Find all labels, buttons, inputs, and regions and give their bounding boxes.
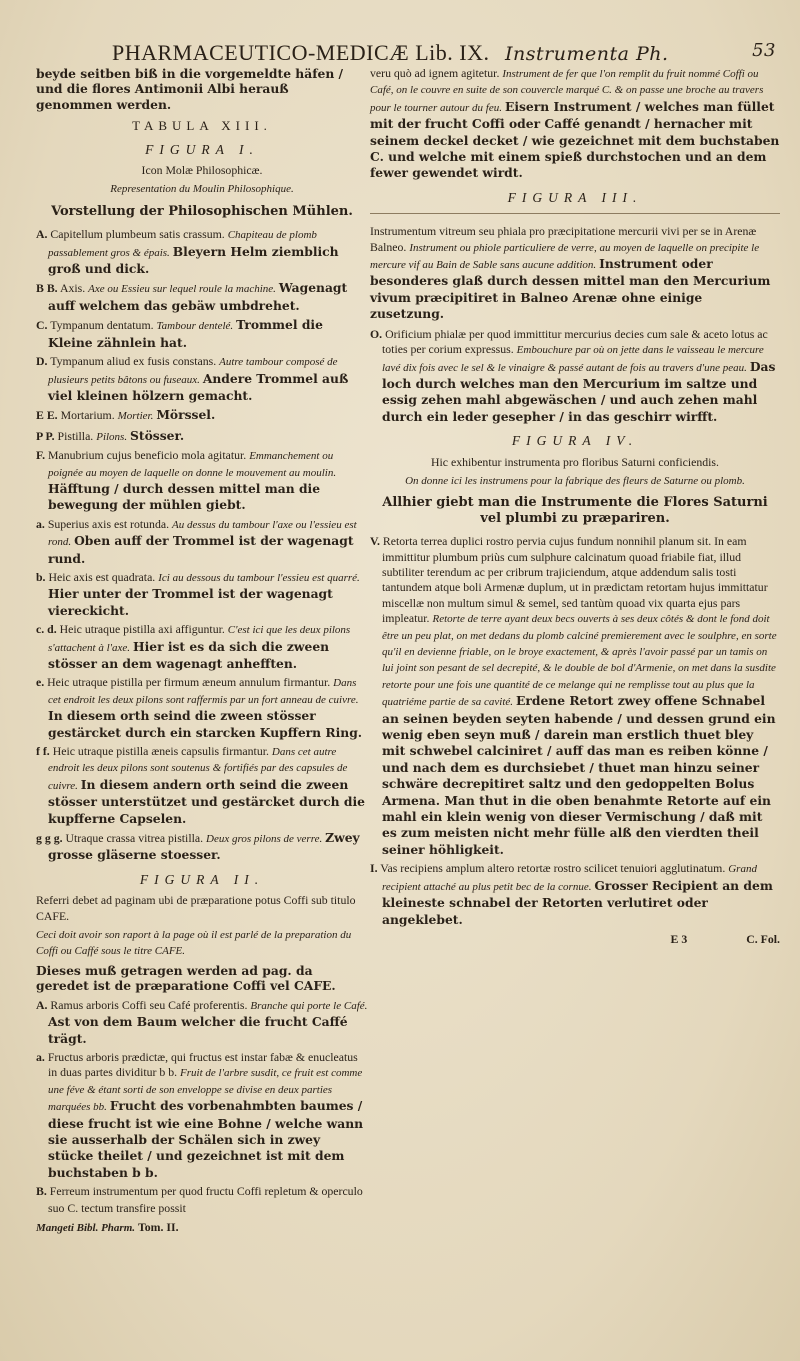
legend-french: Embouchure par où on jette dans le vaisseau le mercure lavé dix fois avec le sel & le vinaigre & passé autant de fois au travers d'une peau.	[382, 344, 764, 374]
legend-french: Chapiteau de plomb passablement gros & épais.	[48, 229, 317, 259]
legend-entry	[36, 428, 368, 445]
figura-4-french-title: On donne ici les instrumens pour la fabrique des fleurs de Saturne ou plomb.	[405, 474, 745, 487]
figura-3-legend	[370, 327, 780, 425]
divider-line	[370, 213, 780, 214]
legend-entry	[36, 317, 368, 351]
legend-german: Erdene Retort zwey offene Schnabel an seinen beyden seyten habende / und dessen grund ein wenig eben seyn muß / darein man erstlich thuet bley mit schwebel calciniret / auff das man es reiben könne / und nach dem es durchsiebet / thuet man hinzu seiner schwäre decrepitiret saltz und den gedoppelten Bolus Armena. Man thut in die oben benahmte Retorte auf ein mahl ein klein wenig von dieser Vermischung / daß mit es zum meisten nicht mehr fülle alß den vierdten theil seiner höhligkeit.	[382, 693, 776, 857]
legend-entry	[370, 861, 780, 928]
legend-latin: Superius axis est rotunda.	[47, 516, 170, 531]
legend-french: Fruit de l'arbre susdit, ce fruit est comme une féve & étant sorti de son enveloppe se divise en deux parties marquées bb.	[48, 1067, 363, 1114]
figura-4-legend	[370, 534, 780, 928]
legend-entry	[36, 570, 368, 619]
running-head-subtitle: Instrumenta Ph.	[505, 43, 669, 65]
legend-key: C.	[36, 318, 48, 333]
legend-german: Zwey grosse gläserne stoesser.	[48, 830, 360, 863]
legend-key: P P.	[36, 428, 55, 443]
running-head-title: PHARMACEUTICO-MEDICÆ Lib. IX.	[112, 40, 490, 65]
legend-french: Branche qui porte le Café.	[250, 999, 368, 1012]
intro-text: beyde seitben biß in die vorgemeldte häfen / und die flores Antimonii Albi herauß genommen werden.	[36, 66, 344, 112]
legend-latin: Heic utraque pistilla æneis capsulis firmantur.	[52, 744, 269, 759]
legend-latin: Mortarium.	[60, 408, 115, 423]
figura-2-german-note: Dieses muß getragen werden ad pag. da geredet ist de præparatione Coffi vel CAFE.	[36, 962, 336, 994]
legend-latin: Axis.	[59, 281, 86, 296]
legend-latin: Fructus arboris prædictæ, qui fructus est instar fabæ & enucleatus in duas partes dividitur b b.	[47, 1049, 358, 1080]
catchword: C. Fol.	[746, 931, 780, 946]
legend-latin: Heic utraque pistilla axi affiguntur.	[59, 622, 225, 637]
legend-german: Andere Trommel auß viel kleinen hölzern gemacht.	[48, 370, 349, 403]
legend-french: Retorte de terre ayant deux becs ouverts à ses deux côtés & dont le fond doit être un peu plat, on met dedans du plomb calciné premierement avec le soulphre, en sorte qu'il en devienne friable, on le broye exactement, & après l'avoir passé par un tamis on lui joint son pesant de sel decrepité, & le double de bol d'Armenie, on met dans la susdite retorte pour une fois une quantité de ce melange qui ne remplisse tout au plus que la quatriéme partie de sa cavité.	[382, 613, 777, 709]
footer-volume: Tom. II.	[137, 1220, 179, 1234]
left-column	[36, 66, 368, 1240]
legend-german: Frucht des vorbenahmbten baumes / diese frucht ist wie eine Bohne / welche wann sie ausserhalb der Schälen sich in zwey stücke theilet / und gezeichnet ist mit dem buchstaben b b.	[48, 1098, 364, 1180]
figura-1-german-title: Vorstellung der Philosophischen Mühlen.	[51, 203, 353, 219]
legend-key: a.	[36, 1049, 45, 1064]
legend-entry	[36, 675, 368, 741]
figura-4-german-title: Allhier giebt man die Instrumente die Flores Saturni vel plumbi zu præpariren.	[382, 495, 768, 526]
legend-german: Hier ist es da sich die zween stösser an dem wagenagt anhefften.	[48, 638, 330, 671]
legend-entry	[36, 227, 368, 277]
figura-3-latin: Instrumentum vitreum seu phiala pro præcipitatione mercurii vivi per se in Arenæ Balneo.	[370, 224, 757, 254]
footer-author: Mangeti Bibl. Pharm.	[36, 1222, 136, 1234]
legend-latin: Orificium phialæ per quod immittitur mercurius decies cum sale & aceto lotus ac toties per corium expressus.	[382, 326, 768, 357]
figura-2-french-note: Ceci doit avoir son raport à la page où il est parlé de la preparation du Coffi ou Caffé sous le titre CAFE.	[36, 929, 352, 957]
legend-entry	[36, 448, 368, 514]
legend-entry	[36, 407, 368, 424]
legend-key: B B.	[36, 281, 58, 296]
figura-1-legend	[36, 227, 368, 864]
legend-key: A.	[36, 227, 48, 242]
page-number: 53	[752, 40, 776, 61]
legend-entry	[36, 280, 368, 314]
catchword-line	[370, 932, 780, 947]
legend-german: In diesem orth seind die zween stösser gestärcket durch ein starcken Kupffern Ring.	[48, 708, 363, 740]
figura-3-heading: FIGURA III.	[507, 189, 643, 205]
legend-key: E E.	[36, 408, 58, 423]
legend-german: Wagenagt auff welchem das gebäw umbdrehet.	[48, 280, 348, 313]
legend-french: Dans cet endroit les deux pilons sont raffermis par un fort anneau de cuivre.	[48, 677, 359, 706]
legend-key: g g g.	[36, 831, 63, 846]
continued-french: Instrument de fer que l'on remplit du fruit nommé Coffi ou Café, on le couvre en suite de son couvercle marqué C. & on passe une broche au travers pour le tourner autour du feu.	[370, 68, 764, 114]
legend-entry	[36, 517, 368, 567]
legend-key: e.	[36, 675, 45, 690]
legend-german: Ast von dem Baum welcher die frucht Caffé trägt.	[48, 1014, 348, 1046]
figura-1-french-title: Representation du Moulin Philosophique.	[110, 183, 294, 196]
tabula-heading: TABULA XIII.	[132, 118, 272, 134]
legend-german: Oben auff der Trommel ist der wagenagt rund.	[48, 533, 354, 566]
legend-latin: Retorta terrea duplici rostro pervia cujus fundum nonnihil planum sit. In eam immittitur plumbum priùs cum sulphure calcinatum quoad friabile fiat, illud subtiliter terendum ac per cribrum trajiciendum, atque addendum salis tosti tantundem atque boli Armenæ duplum, ut in prædictam retortam hujus immittatur miscellæ non multum simul & semel, sed tantùm quoad vix quarta ejus pars impleatur.	[382, 534, 768, 626]
legend-latin: Manubrium cujus beneficio mola agitatur.	[48, 448, 247, 463]
legend-entry	[36, 354, 368, 404]
figura-3-intro	[370, 224, 780, 322]
legend-entry	[36, 1184, 368, 1217]
continued-german: Eisern Instrument / welches man füllet mit der frucht Coffi oder Caffé genandt / hernacher mit seinem deckel decket / wie gezeichnet mit dem buchstaben C. und welche mit einem spieß durchstochen und an dem fewer gewendet wirdt.	[370, 98, 780, 181]
legend-latin: Vas recipiens amplum altero retortæ rostro scilicet tenuiori agglutinatum.	[380, 861, 726, 876]
figura-2-heading: FIGURA II.	[139, 871, 265, 887]
legend-key: B.	[36, 1184, 47, 1199]
legend-key: O.	[370, 326, 383, 341]
legend-key: A.	[36, 997, 48, 1012]
legend-french: Deux gros pilons de verre.	[206, 833, 323, 846]
legend-french: Grand recipient attaché au plus petit bec de la cornue.	[382, 863, 757, 893]
legend-german: Stösser.	[130, 427, 185, 443]
legend-french: C'est ici que les deux pilons s'attachent à l'axe.	[48, 624, 351, 654]
legend-key: V.	[370, 534, 380, 549]
legend-german: Mörssel.	[156, 407, 216, 423]
figura-1-latin-title: Icon Molæ Philosophicæ.	[141, 163, 263, 178]
legend-entry	[36, 830, 368, 864]
figura-2-latin-note: Referri debet ad paginam ubi de præparatione potus Coffi sub titulo CAFE.	[36, 893, 356, 923]
figura-3-german: Instrument oder besonderes glaß durch dessen mittel man den Mercurium vivum præcipitiret in Balneo Arenæ ohne einige zusetzung.	[370, 256, 771, 322]
legend-german: Bleyern Helm ziemblich groß und dick.	[48, 243, 339, 277]
signature-mark: E 3	[670, 931, 688, 946]
legend-key: I.	[370, 861, 378, 876]
legend-french: Dans cet autre endroit les deux pilons sont soutenus & fortifiés par des capsules de cuivre.	[48, 746, 348, 792]
legend-entry	[36, 622, 368, 672]
legend-french: Emmanchement ou poignée au moyen de laquelle on donne le mouvement au moulin.	[48, 450, 337, 479]
legend-key: F.	[36, 448, 46, 463]
legend-german: Das loch durch welches man den Mercurium im saltze und essig zehen mahl abgewäschen / und auch zehen mahl durch ein leder gesepher / in das geschirr wirfft.	[382, 358, 776, 424]
legend-key: b.	[36, 569, 46, 584]
legend-key: c. d.	[36, 622, 57, 637]
legend-key: D.	[36, 354, 48, 369]
continued-latin: veru quò ad ignem agitetur.	[370, 66, 500, 80]
legend-german: Grosser Recipient an dem kleineste schnabel der Retorten verlutiret oder angeklebet.	[382, 877, 773, 927]
legend-french: Ici au dessous du tambour l'essieu est quarré.	[158, 571, 360, 584]
legend-french: Autre tambour composé de plusieurs petits bâtons ou fuseaux.	[48, 356, 338, 386]
legend-entry	[36, 744, 368, 827]
legend-french: Pilons.	[96, 430, 128, 443]
legend-key: f f.	[36, 744, 50, 759]
right-column	[370, 66, 780, 951]
legend-latin: Tympanum aliud ex fusis constans.	[50, 354, 217, 369]
legend-french: Au dessus du tambour l'axe ou l'essieu est rond.	[48, 518, 357, 549]
legend-latin: Heic axis est quadrata.	[48, 569, 156, 584]
figura-1-heading: FIGURA I.	[145, 141, 259, 157]
figura-2-legend	[36, 998, 368, 1217]
legend-german: In diesem andern orth seind die zween stösser unterstützet und gestärcket durch die kupfferne Capselen.	[48, 776, 365, 826]
legend-latin: Heic utraque pistilla per firmum æneum annulum firmantur.	[47, 675, 331, 690]
figura-4-heading: FIGURA IV.	[511, 433, 639, 449]
figura-4-latin-title: Hic exhibentur instrumenta pro floribus Saturni conficiendis.	[431, 454, 719, 469]
legend-entry	[370, 327, 780, 425]
legend-entry	[36, 998, 368, 1047]
legend-french: Mortier.	[117, 410, 154, 423]
legend-latin: Capitellum plumbeum satis crassum.	[50, 227, 225, 242]
legend-latin: Ramus arboris Coffi seu Café proferentis.	[50, 997, 248, 1012]
figura-3-french: Instrument ou phiole particuliere de verre, au moyen de laquelle on precipite le mercure vif au Bain de Sable sans aucune addition.	[370, 241, 760, 272]
legend-entry	[370, 534, 780, 858]
page-footer	[36, 1220, 368, 1236]
legend-german: Hier unter der Trommel ist der wagenagt viereckicht.	[48, 586, 333, 618]
legend-latin: Ferreum instrumentum per quod fructu Coffi repletum & operculo suo C. tectum transfire possit	[48, 1184, 363, 1215]
continued-entry	[370, 66, 780, 182]
legend-german: Trommel die Kleine zähnlein hat.	[48, 317, 323, 350]
legend-entry	[36, 1050, 368, 1181]
legend-french: Axe ou Essieu sur lequel roule la machine.	[88, 283, 276, 296]
legend-latin: Pistilla.	[57, 428, 94, 443]
legend-latin: Utraque crassa vitrea pistilla.	[65, 831, 204, 846]
legend-latin: Tympanum dentatum.	[50, 318, 154, 333]
legend-french: Tambour dentelé.	[156, 320, 234, 333]
legend-key: a.	[36, 516, 45, 531]
legend-german: Häfftung / durch dessen mittel man die bewegung der mühlen giebt.	[48, 480, 321, 513]
